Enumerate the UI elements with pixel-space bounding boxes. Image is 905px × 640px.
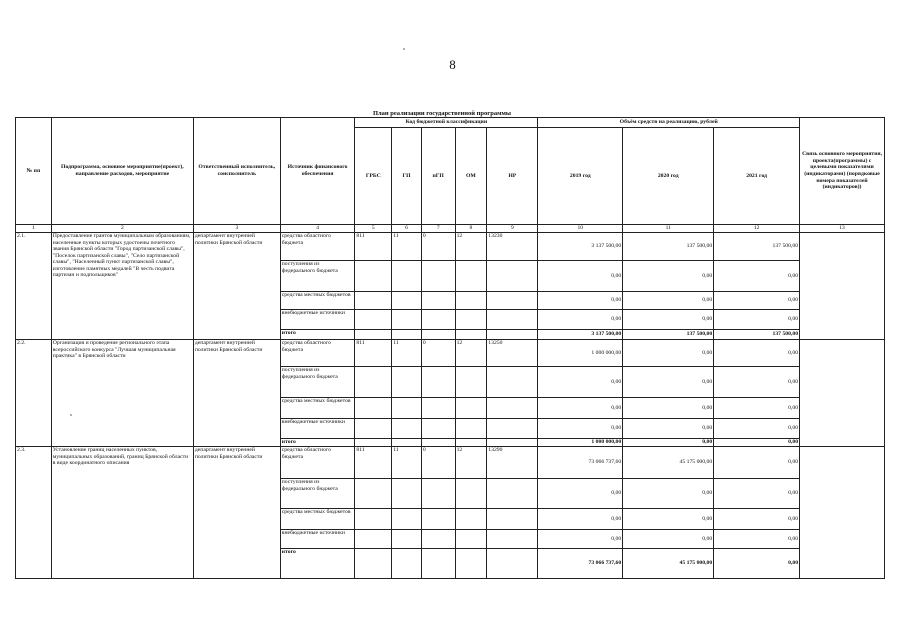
code-empty [355,261,392,292]
indicator-link [800,340,885,447]
table-row [16,447,885,479]
code-empty [487,509,538,530]
code-gp: 11 [392,340,422,367]
code-np: 13290 [487,447,538,479]
value-2019: 3 137 500,00 [538,233,623,261]
code-empty [392,509,422,530]
code-empty [455,419,487,439]
value-2021: 0,00 [714,509,800,530]
funding-source: внебюджетные источники [280,310,355,330]
code-empty [455,261,487,292]
col-number: 10 [538,225,623,233]
funding-source: итого [280,330,355,340]
funding-source: средства областного бюджета [280,233,355,261]
code-np: 13250 [487,340,538,367]
code-empty [392,310,422,330]
value-2020: 0,00 [623,367,714,398]
code-empty [487,292,538,310]
value-2019: 3 137 500,00 [538,330,623,340]
code-empty [421,549,455,579]
code-empty [455,530,487,549]
col-number: 4 [280,225,355,233]
code-empty [392,549,422,579]
scan-speck [70,414,72,416]
funding-source: средства местных бюджетов [280,509,355,530]
value-2019: 0,00 [538,261,623,292]
indicator-link [800,233,885,340]
code-pgp: 0 [421,233,455,261]
header-np: НР [487,128,538,225]
code-grbs: 811 [355,340,392,367]
code-empty [392,367,422,398]
value-2020: 0,00 [623,439,714,447]
value-2021: 0,00 [714,310,800,330]
col-number: 11 [623,225,714,233]
value-2019: 0,00 [538,479,623,509]
code-empty [421,398,455,419]
value-2021: 0,00 [714,292,800,310]
code-empty [421,367,455,398]
value-2019: 0,00 [538,509,623,530]
value-2021: 0,00 [714,439,800,447]
code-empty [421,439,455,447]
header-source: Источник финансового обеспечения [280,118,355,225]
code-empty [455,330,487,340]
header-num: № пп [16,118,52,225]
col-number: 13 [800,225,885,233]
value-2021: 0,00 [714,261,800,292]
table-row [16,233,885,261]
code-grbs: 811 [355,233,392,261]
code-empty [421,330,455,340]
header-gp: ГП [392,128,422,225]
code-empty [392,292,422,310]
header-link: Связь основного мероприятия, проекта(программы) с целевыми показателями (индикаторами) (порядковые номера показателей (индикаторов)) [800,118,885,225]
value-2021: 0,00 [714,340,800,367]
code-empty [421,479,455,509]
code-empty [455,509,487,530]
value-2019: 0,00 [538,292,623,310]
plan-table [15,117,885,579]
value-2021: 0,00 [714,479,800,509]
code-empty [455,479,487,509]
funding-source: внебюджетные источники [280,530,355,549]
value-2021: 137 500,00 [714,233,800,261]
code-empty [487,367,538,398]
executor-name: департамент внутренней политики Брянской области [193,233,280,340]
value-2019: 0,00 [538,367,623,398]
header-volume: Объём средств на реализацию, рублей [538,118,800,128]
funding-source: поступления из федерального бюджета [280,367,355,398]
value-2020: 45 175 000,00 [623,549,714,579]
value-2021: 0,00 [714,398,800,419]
funding-source: средства местных бюджетов [280,292,355,310]
indicator-link [800,447,885,579]
code-empty [392,439,422,447]
value-2020: 0,00 [623,340,714,367]
code-empty [455,549,487,579]
code-empty [487,398,538,419]
activity-name: Установление границ населенных пунктов, муниципальных образований, границ Брянской области в виде координатного описания [51,447,193,579]
code-empty [392,479,422,509]
plan-title: План реализации государственной программы [372,110,512,117]
value-2019: 73 066 737,60 [538,549,623,579]
code-empty [355,330,392,340]
activity-name: Предоставление грантов муниципальным образованиям, населенные пункты которых удостоены почетного звания Брянской области "Город партизанской славы", "Поселок партизанской славы", "Село партизанской славы", "Населенный пункт партизанской славы", изготовление памятных медалей "В честь подвига партизан и подпольщиков" [51,233,193,340]
executor-name: департамент внутренней политики Брянской области [193,447,280,579]
header-executor: Ответственный исполнитель, соисполнитель [193,118,280,225]
header-grbs: ГРБС [355,128,392,225]
code-empty [355,398,392,419]
code-empty [421,261,455,292]
value-2020: 0,00 [623,310,714,330]
code-om: 12 [455,447,487,479]
value-2019: 73 066 737,60 [538,447,623,479]
value-2020: 0,00 [623,530,714,549]
code-empty [421,310,455,330]
code-empty [392,419,422,439]
col-number: 1 [16,225,52,233]
value-2020: 0,00 [623,479,714,509]
code-empty [392,261,422,292]
code-gp: 11 [392,447,422,479]
header-2020: 2020 год [623,128,714,225]
code-empty [421,292,455,310]
col-number: 6 [392,225,422,233]
value-2019: 0,00 [538,310,623,330]
header-program: Подпрограмма, основное мероприятие(проект), направление расходов, мероприятие [51,118,193,225]
value-2020: 137 500,00 [623,233,714,261]
code-empty [487,530,538,549]
value-2020: 0,00 [623,509,714,530]
code-empty [487,310,538,330]
col-number: 2 [51,225,193,233]
value-2021: 0,00 [714,447,800,479]
code-empty [355,367,392,398]
value-2019: 1 000 000,00 [538,340,623,367]
code-empty [455,398,487,419]
value-2019: 0,00 [538,530,623,549]
code-om: 12 [455,340,487,367]
code-empty [455,439,487,447]
code-empty [355,439,392,447]
code-empty [355,310,392,330]
page-number: 8 [449,57,456,72]
table-row [16,340,885,367]
code-empty [487,549,538,579]
code-empty [455,292,487,310]
col-number: 7 [421,225,455,233]
code-empty [392,330,422,340]
value-2021: 0,00 [714,549,800,579]
value-2019: 1 000 000,00 [538,439,623,447]
row-number: 2.1. [16,233,52,340]
header-2021: 2021 год [714,128,800,225]
code-empty [355,292,392,310]
header-2019: 2019 год [538,128,623,225]
value-2020: 0,00 [623,398,714,419]
column-numbers-row [16,225,885,233]
row-number: 2.3. [16,447,52,579]
code-empty [355,419,392,439]
plan-body [16,233,885,579]
code-empty [421,419,455,439]
value-2020: 0,00 [623,292,714,310]
funding-source: средства областного бюджета [280,340,355,367]
funding-source: поступления из федерального бюджета [280,479,355,509]
code-empty [487,261,538,292]
value-2019: 0,00 [538,419,623,439]
activity-name: Организация и проведение регионального этапа всероссийского конкурса "Лучшая муниципальная практика" в Брянской области [51,340,193,447]
row-number: 2.2. [16,340,52,447]
code-grbs: 811 [355,447,392,479]
value-2019: 0,00 [538,398,623,419]
code-om: 12 [455,233,487,261]
value-2020: 137 500,00 [623,330,714,340]
code-empty [421,530,455,549]
code-empty [392,398,422,419]
header-budget-code: Код бюджетной классификации [355,118,538,128]
funding-source: итого [280,549,355,579]
code-empty [455,367,487,398]
scan-speck [403,48,405,50]
executor-name: департамент внутренней политики Брянской области [193,340,280,447]
code-empty [355,479,392,509]
funding-source: средства местных бюджетов [280,398,355,419]
code-empty [355,530,392,549]
code-empty [455,310,487,330]
value-2021: 0,00 [714,419,800,439]
header-om: ОМ [455,128,487,225]
value-2020: 45 175 000,00 [623,447,714,479]
code-empty [421,509,455,530]
code-gp: 11 [392,233,422,261]
value-2021: 137 500,00 [714,330,800,340]
value-2020: 0,00 [623,419,714,439]
funding-source: поступления из федерального бюджета [280,261,355,292]
code-empty [487,439,538,447]
code-empty [355,509,392,530]
header-pgp: пГП [421,128,455,225]
col-number: 9 [487,225,538,233]
value-2021: 0,00 [714,367,800,398]
funding-source: итого [280,439,355,447]
code-empty [487,479,538,509]
col-number: 8 [455,225,487,233]
value-2021: 0,00 [714,530,800,549]
code-empty [487,419,538,439]
col-number: 5 [355,225,392,233]
code-empty [392,530,422,549]
col-number: 12 [714,225,800,233]
code-np: 13230 [487,233,538,261]
funding-source: средства областного бюджета [280,447,355,479]
code-empty [487,330,538,340]
funding-source: внебюджетные источники [280,419,355,439]
code-pgp: 0 [421,447,455,479]
value-2020: 0,00 [623,261,714,292]
col-number: 3 [193,225,280,233]
code-pgp: 0 [421,340,455,367]
code-empty [355,549,392,579]
